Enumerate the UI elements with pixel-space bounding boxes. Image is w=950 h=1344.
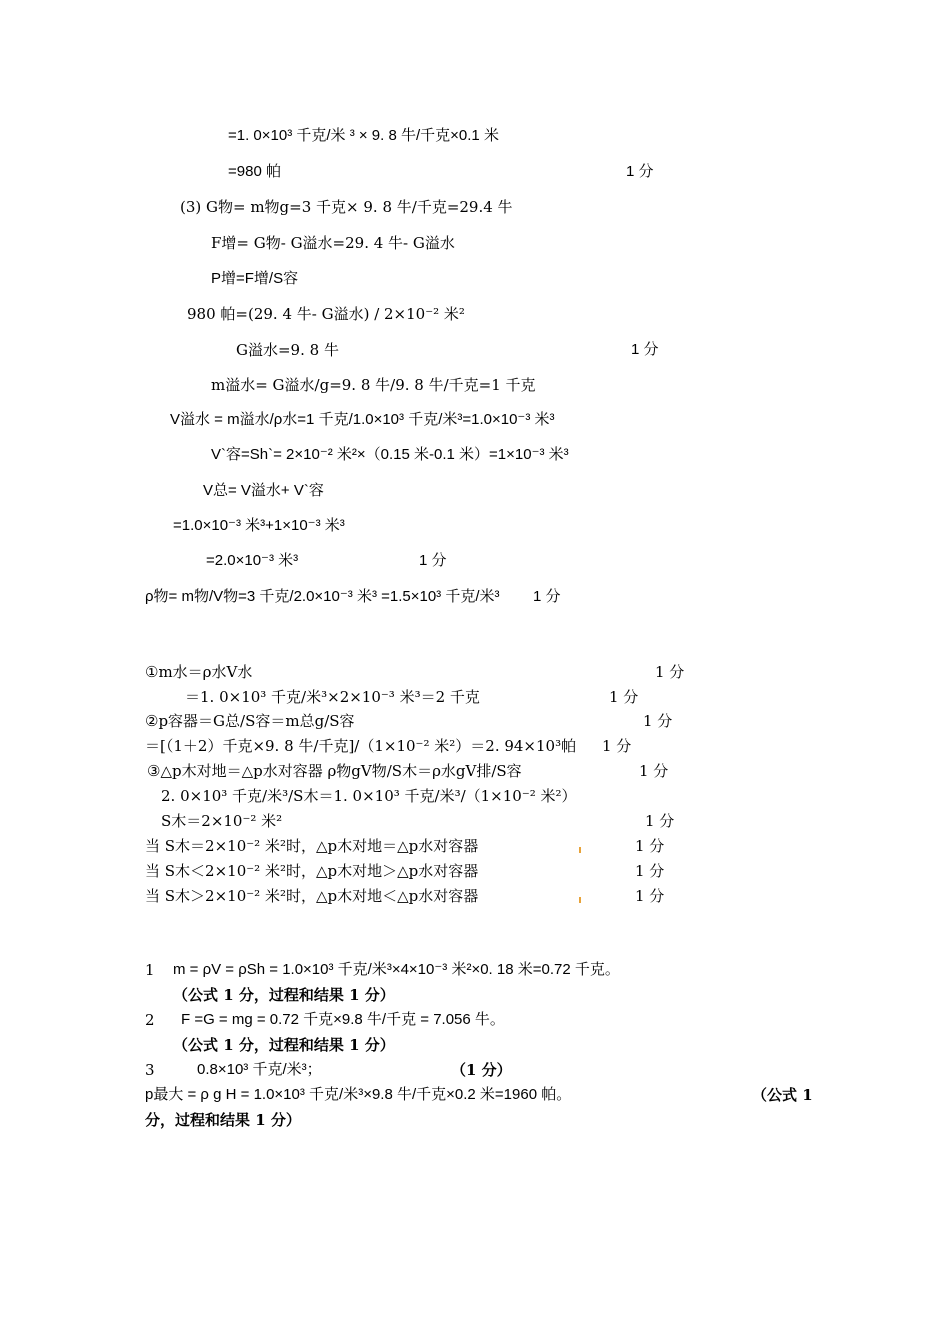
p2-line3: ②p容器＝G总/S容＝m总g/S容 (145, 712, 355, 730)
p2-line4: ＝[（1＋2）千克×9. 8 牛/千克]/（1×10⁻² 米²）＝2. 94×10³帕 (145, 737, 577, 755)
p3-line4-note: （公式 1 (752, 1086, 813, 1104)
marker-dot (579, 847, 581, 853)
p1-line8: m溢水= G溢水/g=9. 8 牛/9. 8 牛/千克=1 千克 (211, 376, 536, 394)
p1-line11: V总= V溢水+ V`容 (203, 482, 324, 499)
p1-line2: =980 帕 (228, 163, 281, 180)
p2-line10: 当 S木＞2×10⁻² 米²时，△p木对地＜△p水对容器 (145, 887, 479, 905)
p2-line6: 2. 0×10³ 千克/米³/S木＝1. 0×10³ 千克/米³/（1×10⁻² 米²） (161, 787, 577, 805)
p2-line5: ③△p木对地＝△p水对容器 ρ物gV物/S木＝ρ水gV排/S容 (147, 762, 522, 780)
p2-line1: ①m水＝ρ水V水 (145, 663, 253, 681)
p1-line14: ρ物= m物/V物=3 千克/2.0×10⁻³ 米³ =1.5×10³ 千克/米³ (145, 588, 500, 605)
p2-line5-score: 1 分 (639, 762, 669, 780)
p1-line10: V`容=Sh`= 2×10⁻² 米²×（0.15 米-0.1 米）=1×10⁻³ 米³ (211, 446, 569, 463)
p2-line7-score: 1 分 (645, 812, 675, 830)
p1-line2-score: 1 分 (626, 163, 654, 180)
p3-line2-note: （公式 1 分，过程和结果 1 分） (173, 1036, 395, 1054)
p3-line4: p最大 = ρ g H = 1.0×10³ 千克/米³×9.8 牛/千克×0.2 米=1960 帕。 (145, 1086, 572, 1103)
p2-line2-score: 1 分 (609, 688, 639, 706)
p2-line8: 当 S木＝2×10⁻² 米²时，△p木对地＝△p水对容器 (145, 837, 479, 855)
p2-line7: S木＝2×10⁻² 米² (161, 812, 283, 830)
p2-line2: ＝1. 0×10³ 千克/米³×2×10⁻³ 米³＝2 千克 (185, 688, 480, 706)
p1-line13: =2.0×10⁻³ 米³ (206, 552, 299, 569)
p3-num2: 2 (145, 1011, 155, 1029)
p1-line14-score: 1 分 (533, 588, 561, 605)
p3-line4-note-cont: 分，过程和结果 1 分） (145, 1111, 301, 1129)
p1-line3: (3) G物= m物g=3 千克× 9. 8 牛/千克=29.4 牛 (180, 198, 513, 216)
p3-line2: F =G = mg = 0.72 千克×9.8 牛/千克 = 7.056 牛。 (181, 1011, 505, 1028)
p2-line4-score: 1 分 (602, 737, 632, 755)
p2-line8-score: 1 分 (635, 837, 665, 855)
p1-line5: P增=F增/S容 (211, 270, 299, 287)
marker-dot (579, 897, 581, 903)
p1-line1: =1. 0×10³ 千克/米 ³ × 9. 8 牛/千克×0.1 米 (228, 127, 499, 144)
p1-line9: V溢水 = m溢水/ρ水=1 千克/1.0×10³ 千克/米³=1.0×10⁻³ 米³ (170, 411, 555, 428)
p1-line7: G溢水=9. 8 牛 (236, 341, 339, 359)
p3-num1: 1 (145, 961, 155, 979)
p3-line1: m = ρV = ρSh = 1.0×10³ 千克/米³×4×10⁻³ 米²×0. 18 米=0.72 千克。 (173, 961, 620, 978)
p1-line7-score: 1 分 (631, 341, 659, 358)
p2-line9-score: 1 分 (635, 862, 665, 880)
p1-line13-score: 1 分 (419, 552, 447, 569)
p3-line1-note: （公式 1 分，过程和结果 1 分） (173, 986, 395, 1004)
p2-line1-score: 1 分 (655, 663, 685, 681)
p1-line4: F增= G物- G溢水=29. 4 牛- G溢水 (211, 234, 455, 252)
p2-line3-score: 1 分 (643, 712, 673, 730)
p1-line12: =1.0×10⁻³ 米³+1×10⁻³ 米³ (173, 517, 345, 534)
p1-line6: 980 帕=(29. 4 牛- G溢水) / 2×10⁻² 米² (187, 305, 465, 323)
p3-line3-score: （1 分） (451, 1061, 512, 1079)
p3-line3: 0.8×10³ 千克/米³； (197, 1061, 322, 1078)
p2-line10-score: 1 分 (635, 887, 665, 905)
p3-num3: 3 (145, 1061, 155, 1079)
p2-line9: 当 S木＜2×10⁻² 米²时，△p木对地＞△p水对容器 (145, 862, 479, 880)
